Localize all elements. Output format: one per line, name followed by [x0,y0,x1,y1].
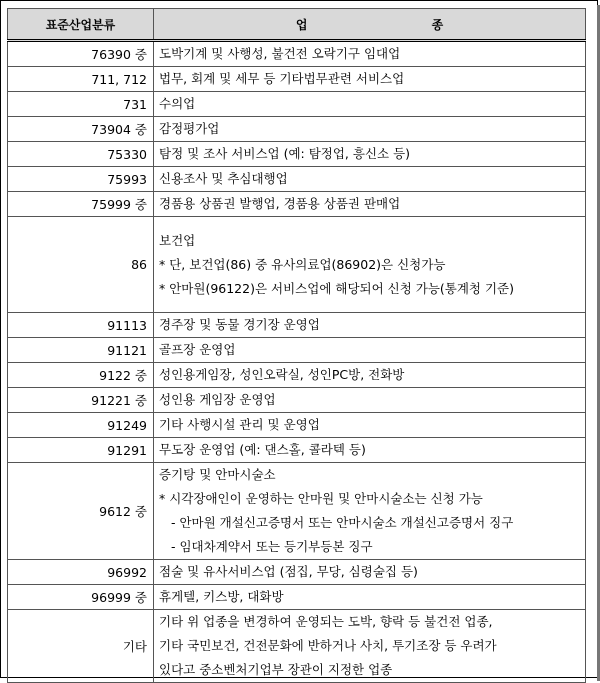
table-row [8,463,586,560]
table-row [8,438,586,463]
table-row [8,560,586,585]
row-code: 731 [8,92,154,117]
table-row [8,92,586,117]
row-industry: 도박기계 및 사행성, 불건전 오락기구 임대업 [154,41,586,67]
table-row [8,142,586,167]
row-industry: 점술 및 유사서비스업 (점집, 무당, 심령술집 등) [154,560,586,585]
row-code: 91291 [8,438,154,463]
row-code: 73904 중 [8,117,154,142]
table-header-row [8,9,586,41]
table-row [8,363,586,388]
table-row [8,388,586,413]
row-industry: 골프장 운영업 [154,338,586,363]
row-industry: 성인용 게임장 운영업 [154,388,586,413]
row-industry: 경품용 상품권 발행업, 경품용 상품권 판매업 [154,192,586,217]
row-code: 75999 중 [8,192,154,217]
row-code: 75330 [8,142,154,167]
row-code: 9612 중 [8,463,154,560]
row-industry: 무도장 운영업 (예: 댄스홀, 콜라텍 등) [154,438,586,463]
row-code: 9122 중 [8,363,154,388]
row-code: 91113 [8,313,154,338]
row-code: 76390 중 [8,41,154,67]
row-industry: 탐정 및 조사 서비스업 (예: 탐정업, 흥신소 등) [154,142,586,167]
table-row [8,217,586,313]
row-code: 96999 중 [8,585,154,610]
header-code: 표준산업분류 [8,9,154,41]
table-row [8,117,586,142]
row-code: 91221 중 [8,388,154,413]
table-row [8,192,586,217]
row-industry: 보건업 * 단, 보건업(86) 중 유사의료업(86902)은 신청가능 * 안마원(96122)은 서비스업에 해당되어 신청 가능(통계청 기준) [154,217,586,313]
table-row [8,313,586,338]
row-code: 91121 [8,338,154,363]
header-industry: 업 종 [154,9,586,41]
row-code: 91249 [8,413,154,438]
restricted-industry-table [7,8,586,683]
row-industry: 성인용게임장, 성인오락실, 성인PC방, 전화방 [154,363,586,388]
row-industry: 신용조사 및 추심대행업 [154,167,586,192]
row-code: 75993 [8,167,154,192]
row-industry: 증기탕 및 안마시술소 * 시각장애인이 운영하는 안마원 및 안마시술소는 신청 가능 - 안마원 개설신고증명서 또는 안마시술소 개설신고증명서 징구 - 임대차계약서 또는 등기부등본 징구 [154,463,586,560]
row-code: 86 [8,217,154,313]
table-row [8,610,586,683]
row-code: 96992 [8,560,154,585]
row-industry: 기타 사행시설 관리 및 운영업 [154,413,586,438]
row-code: 711, 712 [8,67,154,92]
row-industry: 기타 위 업종을 변경하여 운영되는 도박, 향락 등 불건전 업종, 기타 국민보건, 건전문화에 반하거나 사치, 투기조장 등 우려가 있다고 중소벤처기업부 장관이 지정한 업종 [154,610,586,683]
row-industry: 경주장 및 동물 경기장 운영업 [154,313,586,338]
table-row [8,67,586,92]
row-code: 기타 [8,610,154,683]
row-industry: 수의업 [154,92,586,117]
table-row [8,585,586,610]
table-row [8,41,586,67]
table-row [8,413,586,438]
row-industry: 법무, 회계 및 세무 등 기타법무관련 서비스업 [154,67,586,92]
row-industry: 휴게텔, 키스방, 대화방 [154,585,586,610]
table-row [8,167,586,192]
row-industry: 감정평가업 [154,117,586,142]
table-row [8,338,586,363]
